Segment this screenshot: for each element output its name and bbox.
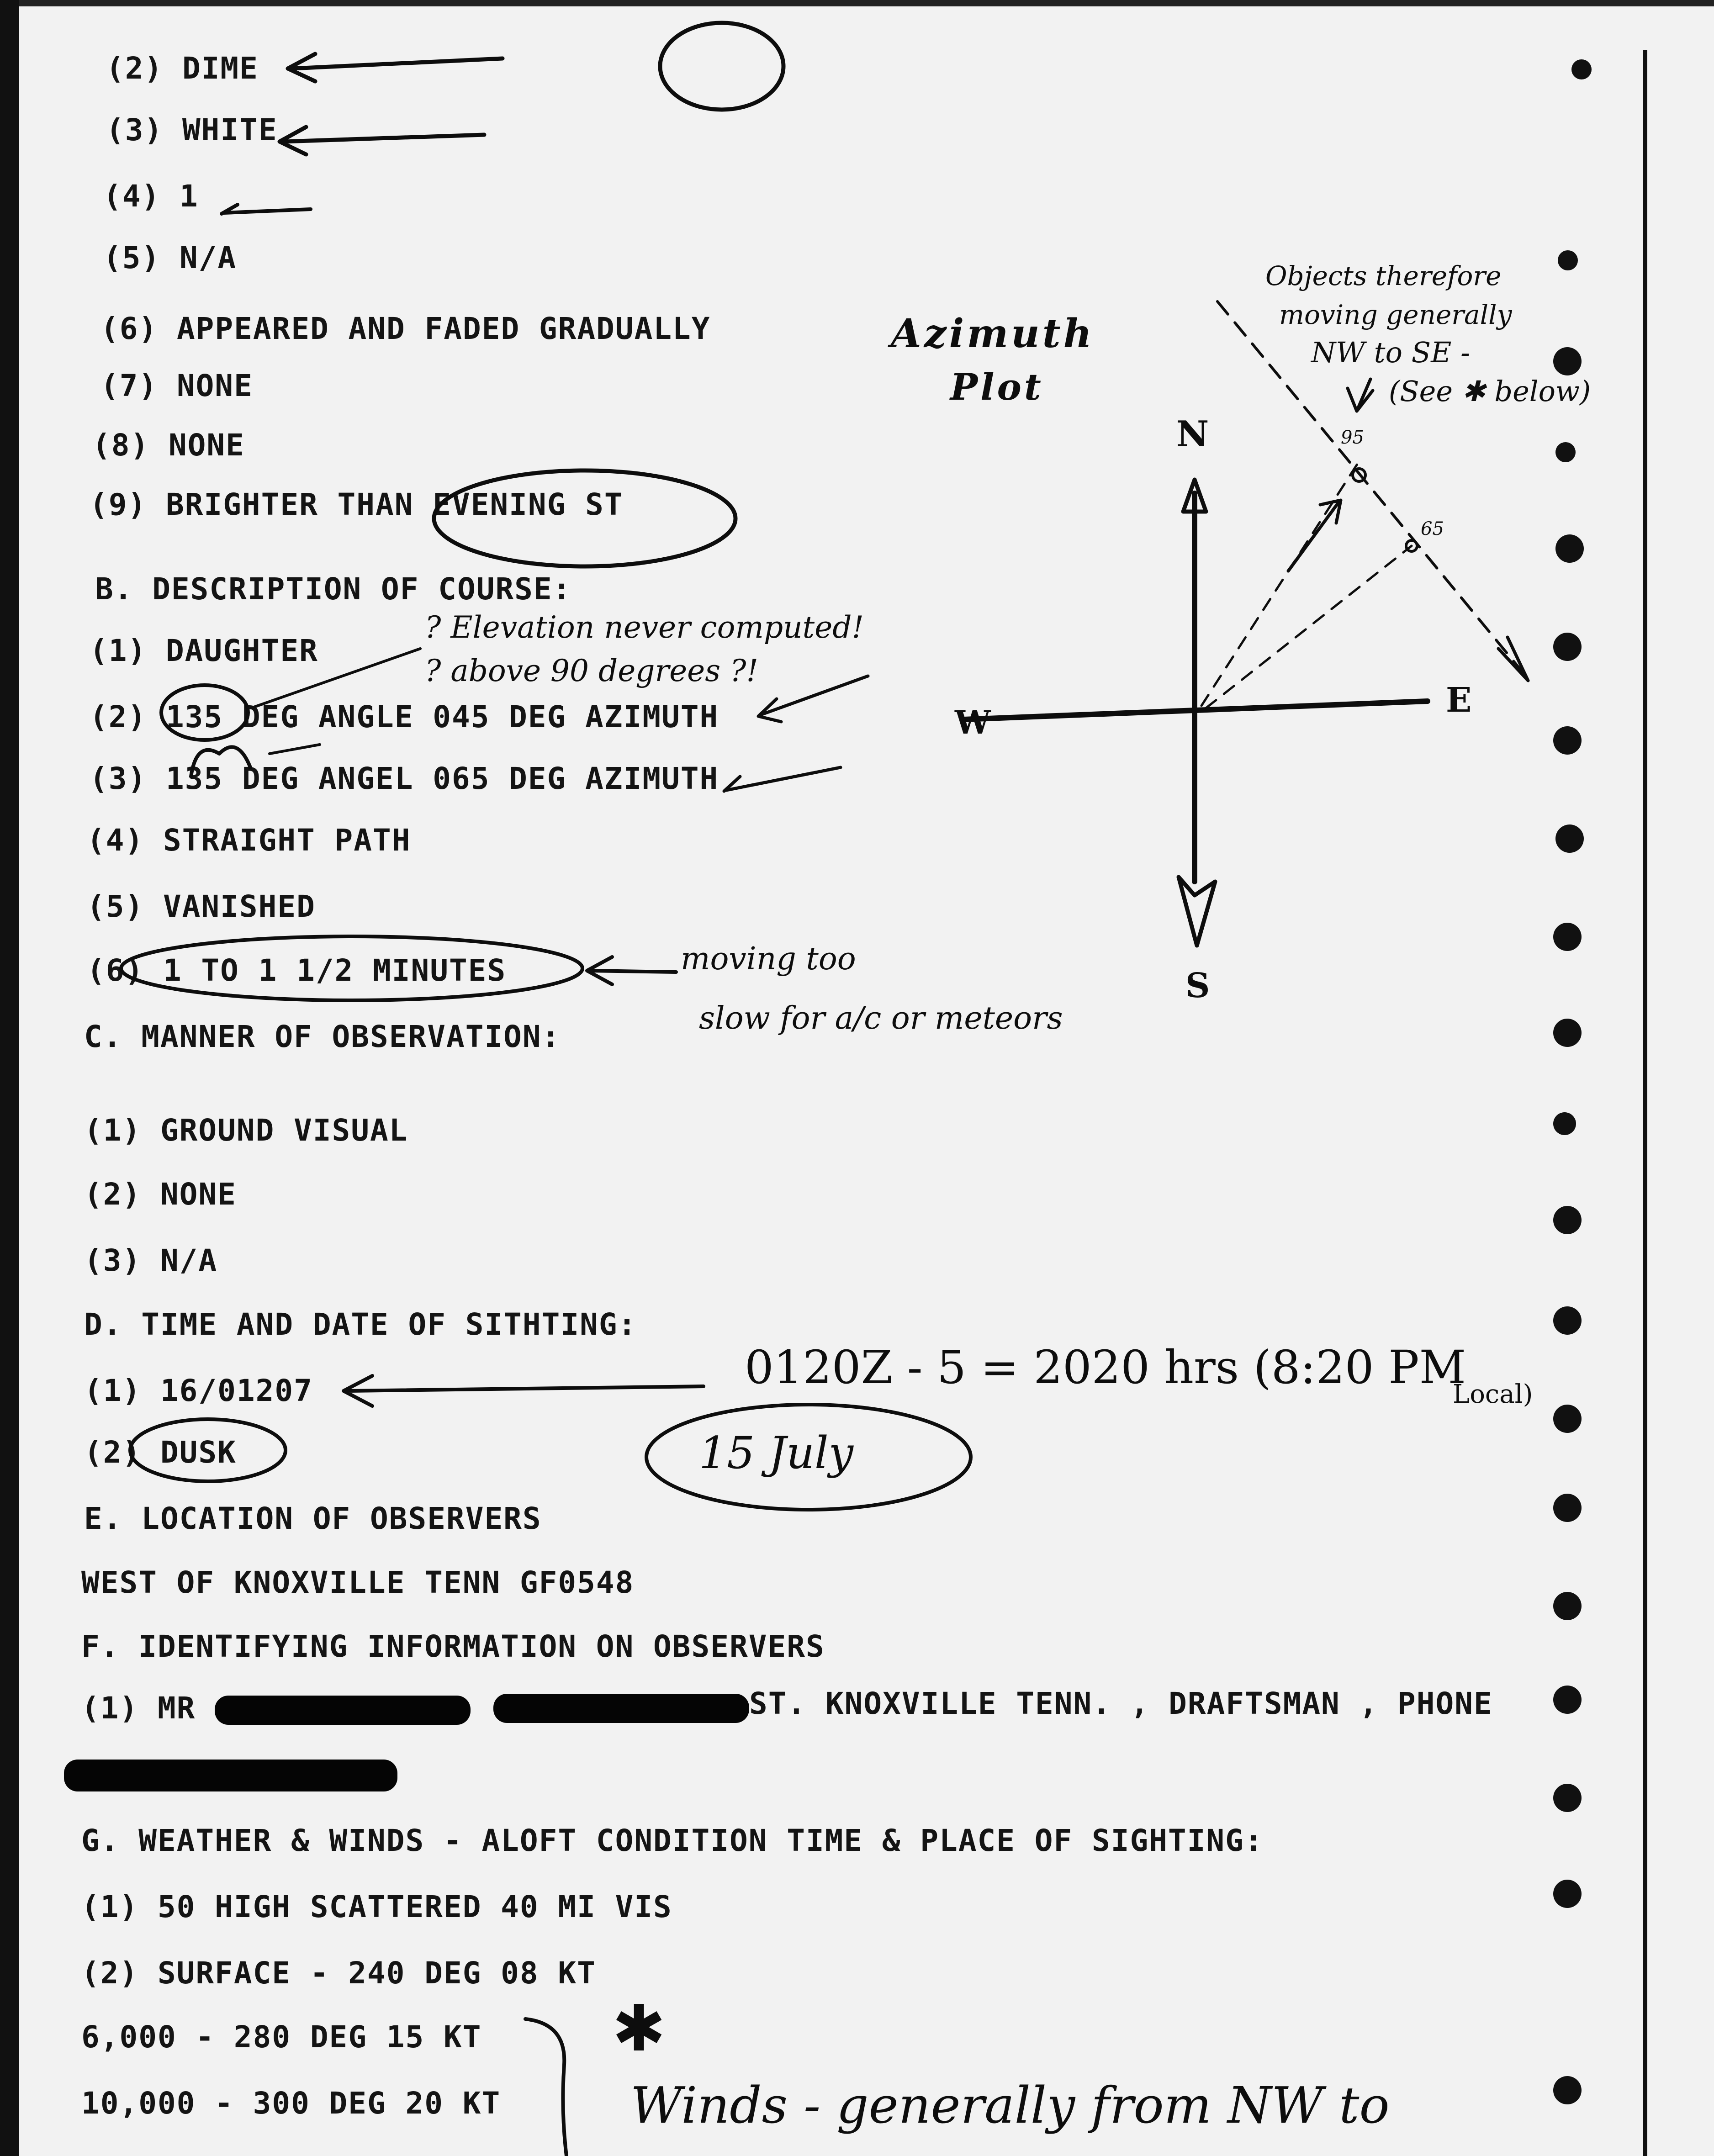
item-a8: (8) NONE — [92, 428, 245, 463]
circle-duration — [121, 936, 582, 1000]
bearing-065 — [1206, 546, 1412, 708]
wind-bracket — [525, 2019, 566, 2156]
section-g-heading: G. WEATHER & WINDS - ALOFT CONDITION TIME & PLACE OF SIGHTING: — [81, 1823, 1264, 1858]
note-objects-4: (See ✱ below) — [1389, 375, 1591, 408]
compass-w-label: W — [955, 703, 991, 741]
label-65: 65 — [1421, 518, 1444, 539]
item-a3: (3) WHITE — [106, 112, 278, 148]
item-a7: (7) NONE — [101, 368, 253, 403]
pointer-b3 — [270, 745, 320, 754]
item-g1: (1) 50 HIGH SCATTERED 40 MI VIS — [81, 1889, 672, 1924]
item-e1: WEST OF KNOXVILLE TENN GF0548 — [81, 1565, 635, 1600]
item-c3: (3) N/A — [84, 1243, 218, 1278]
item-a5: (5) N/A — [103, 240, 237, 275]
item-a6: (6) APPEARED AND FADED GRADUALLY — [101, 311, 711, 346]
item-g2: (2) SURFACE - 240 DEG 08 KT — [81, 1955, 596, 1991]
circle-135-second — [191, 747, 250, 777]
note-elevation-1: ? Elevation never computed! — [425, 610, 864, 645]
note-objects-1: Objects therefore — [1265, 260, 1502, 291]
item-f1-end: ST. KNOXVILLE TENN. , DRAFTSMAN , PHONE — [749, 1686, 1493, 1721]
section-d-heading: D. TIME AND DATE OF SITHTING: — [84, 1307, 637, 1342]
note-objects-2: moving generally — [1279, 299, 1512, 330]
note-date: 15 July — [699, 1427, 853, 1479]
item-b4: (4) STRAIGHT PATH — [87, 823, 411, 858]
item-g4: 10,000 - 300 DEG 20 KT — [81, 2086, 501, 2121]
arrow-item-4 — [222, 205, 311, 214]
item-g3: 6,000 - 280 DEG 15 KT — [81, 2019, 482, 2055]
note-time-conversion: 0120Z - 5 = 2020 hrs (8:20 PM — [745, 1341, 1466, 1394]
item-c1: (1) GROUND VISUAL — [84, 1113, 408, 1148]
note-winds: Winds - generally from NW to — [630, 2076, 1390, 2135]
item-f1-start: (1) MR — [81, 1691, 196, 1726]
arrow-white — [280, 127, 484, 154]
arrow-duration — [587, 957, 676, 984]
compass-n-label: N — [1176, 413, 1209, 455]
circle-evening-star — [434, 470, 735, 566]
arrow-down-nw — [1348, 379, 1373, 411]
item-d2: (2) DUSK — [84, 1435, 237, 1470]
track-arrowhead — [1498, 637, 1528, 681]
item-d1: (1) 16/01207 — [84, 1373, 313, 1408]
top-circle-mark — [660, 23, 783, 110]
item-a2: (2) DIME — [106, 51, 259, 86]
arrow-up-045 — [1288, 500, 1341, 571]
item-b5: (5) VANISHED — [87, 889, 316, 924]
section-b-heading: B. DESCRIPTION OF COURSE: — [95, 571, 572, 607]
note-local: Local) — [1453, 1379, 1533, 1409]
section-f-heading: F. IDENTIFYING INFORMATION ON OBSERVERS — [81, 1629, 825, 1664]
wind-star-mark: ✱ — [612, 1992, 666, 2066]
item-b1: (1) DAUGHTER — [90, 633, 318, 668]
item-a4: (4) 1 — [103, 179, 199, 214]
note-elevation-2: ? above 90 degrees ?! — [425, 653, 758, 688]
azimuth-label-1: Azimuth — [891, 311, 1095, 357]
arrow-time — [344, 1376, 704, 1406]
compass-e-label: E — [1446, 681, 1472, 720]
compass-s-label: S — [1185, 966, 1210, 1005]
azimuth-label-2: Plot — [950, 365, 1044, 408]
label-95: 95 — [1341, 427, 1364, 448]
note-moving-2: slow for a/c or meteors — [699, 1000, 1063, 1036]
item-b2: (2) 135 DEG ANGLE 045 DEG AZIMUTH — [90, 699, 719, 735]
bearing-045 — [1201, 461, 1359, 706]
arrow-b3 — [724, 767, 841, 791]
arrow-b2 — [758, 676, 868, 722]
compass-south-fletching — [1179, 877, 1215, 946]
note-moving-1: moving too — [681, 941, 856, 977]
circle-dusk — [130, 1419, 286, 1481]
section-e-heading: E. LOCATION OF OBSERVERS — [84, 1501, 542, 1536]
item-b6: (6) 1 TO 1 1/2 MINUTES — [87, 953, 507, 988]
item-c2: (2) NONE — [84, 1177, 237, 1212]
pointer-elevation — [251, 649, 420, 708]
item-b3: (3) 135 DEG ANGEL 065 DEG AZIMUTH — [90, 761, 719, 796]
note-objects-3: NW to SE - — [1311, 336, 1471, 369]
circle-135-first — [161, 685, 248, 740]
arrow-dime — [288, 54, 503, 81]
section-c-heading: C. MANNER OF OBSERVATION: — [84, 1019, 561, 1054]
item-a9: (9) BRIGHTER THAN EVENING ST — [90, 487, 624, 522]
